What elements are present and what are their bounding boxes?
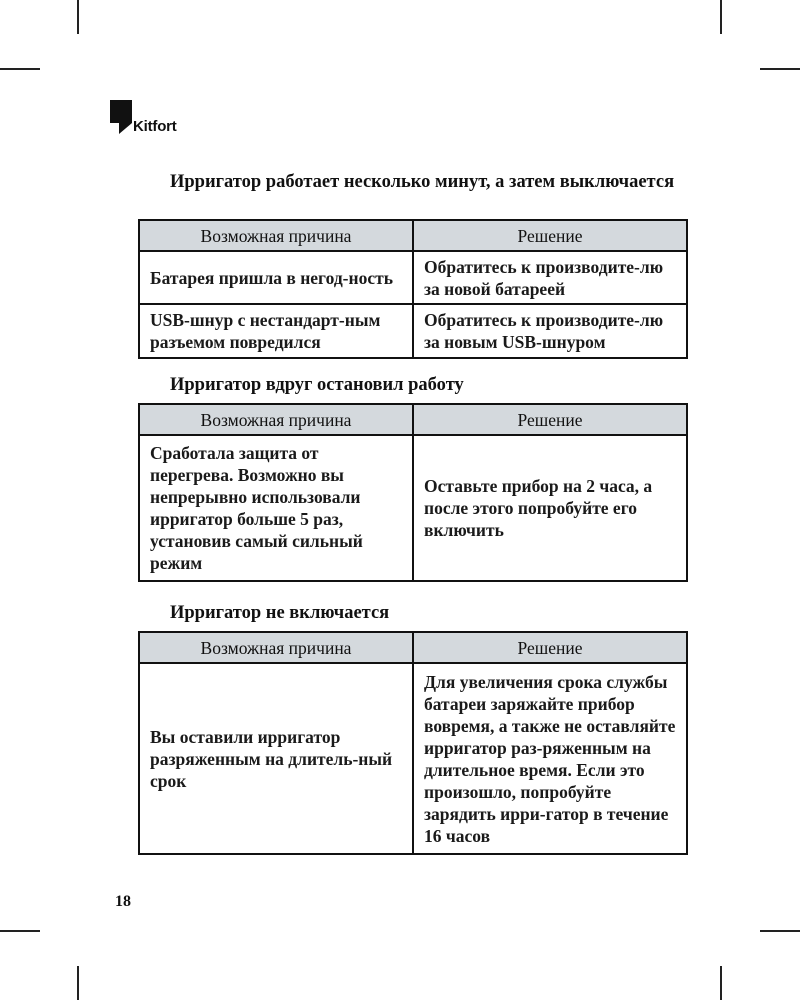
crop-mark	[0, 68, 40, 70]
cause-cell: Сработала защита от перегрева. Возможно вы непрерывно использовали ирригатор больше 5 раз, установив самый сильный режим	[139, 435, 413, 581]
table-header-row	[139, 632, 687, 663]
column-header-solution: Решение	[413, 404, 687, 435]
column-header-cause: Возможная причина	[139, 632, 413, 663]
section-title: Ирригатор работает несколько минут, а затем выключается	[170, 172, 675, 192]
section-title: Ирригатор вдруг остановил работу	[170, 375, 464, 395]
brand-logo	[110, 100, 177, 134]
cause-cell: Вы оставили ирригатор разряженным на длитель-ный срок	[139, 663, 413, 854]
crop-mark	[720, 0, 722, 34]
crop-mark	[720, 966, 722, 1000]
table-row	[139, 663, 687, 854]
kitfort-logo-icon	[110, 100, 132, 134]
column-header-cause: Возможная причина	[139, 220, 413, 251]
cause-cell: USB-шнур с нестандарт-ным разъемом повредился	[139, 304, 413, 358]
table-header-row	[139, 404, 687, 435]
table-header-row	[139, 220, 687, 251]
table-row	[139, 435, 687, 581]
brand-name: Kitfort	[133, 118, 177, 135]
table-row	[139, 304, 687, 358]
solution-cell: Оставьте прибор на 2 часа, а после этого попробуйте его включить	[413, 435, 687, 581]
section-title: Ирригатор не включается	[170, 603, 390, 623]
column-header-solution: Решение	[413, 220, 687, 251]
column-header-solution: Решение	[413, 632, 687, 663]
troubleshooting-table	[138, 403, 688, 582]
page-number: 18	[115, 893, 131, 910]
crop-mark	[760, 68, 800, 70]
solution-cell: Обратитесь к производите-лю за новым USB-шнуром	[413, 304, 687, 358]
solution-cell: Для увеличения срока службы батареи заряжайте прибор вовремя, а также не оставляйте ирригатор раз-ряженным на длительное время. Если это произошло, попробуйте зарядить ирри-гатор в течение 16 часов	[413, 663, 687, 854]
troubleshooting-table	[138, 631, 688, 855]
crop-mark	[77, 966, 79, 1000]
crop-mark	[760, 930, 800, 932]
solution-cell: Обратитесь к производите-лю за новой батареей	[413, 251, 687, 304]
crop-mark	[0, 930, 40, 932]
troubleshooting-table	[138, 219, 688, 359]
crop-mark	[77, 0, 79, 34]
table-row	[139, 251, 687, 304]
cause-cell: Батарея пришла в негод-ность	[139, 251, 413, 304]
column-header-cause: Возможная причина	[139, 404, 413, 435]
